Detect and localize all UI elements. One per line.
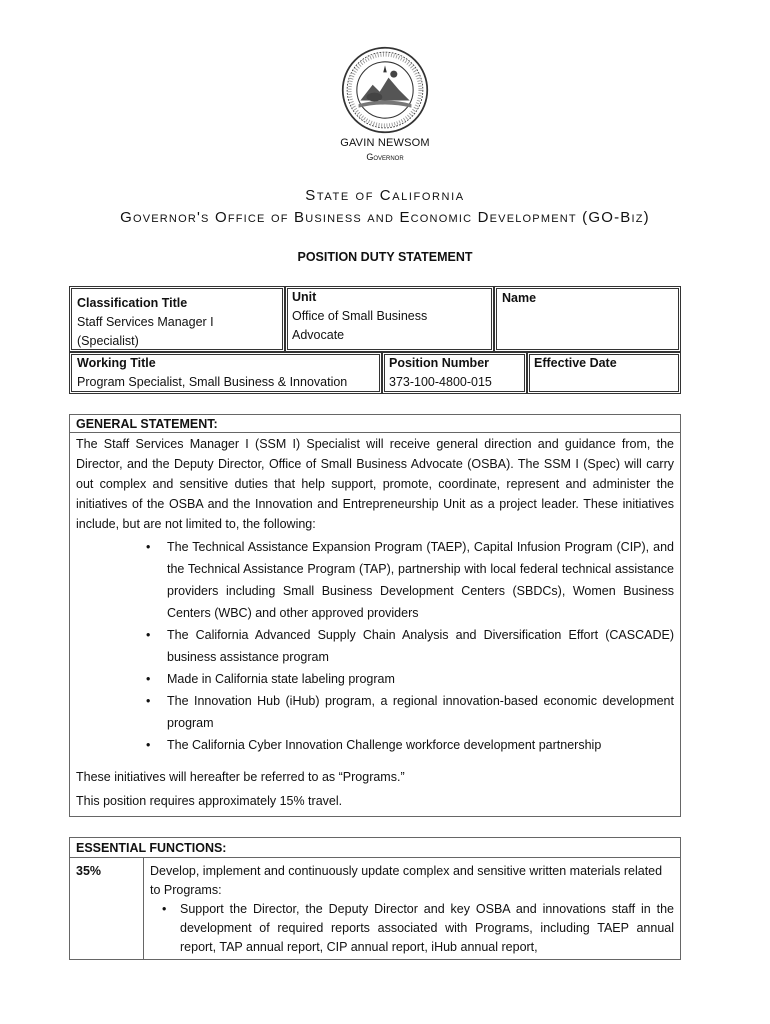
position-number-value: 373-100-4800-015 xyxy=(389,375,492,389)
function-sub-item: • Support the Director, the Deputy Director and key OSBA and innovations staff in the development of required reports associated with Programs, including TAEP annual report, TAP annual report, CIP annual report, iHub annual report, xyxy=(180,900,674,957)
governor-name: GAVIN NEWSOM xyxy=(340,137,430,149)
initiative-item: • The Technical Assistance Expansion Program (TAEP), Capital Infusion Program (CIP), and the Technical Assistance Program (TAP), partnership with local federal technical assistance providers including Small Business Development Centers (SBDCs), Women Business Centers (WBC) and other approved providers xyxy=(167,536,674,624)
function-description: Develop, implement and continuously update complex and sensitive written materials related to Programs: xyxy=(150,864,663,897)
initiative-item: • The California Cyber Innovation Challenge workforce development partnership xyxy=(167,734,674,756)
function-body xyxy=(144,858,680,959)
function-percentage: 35% xyxy=(70,858,144,959)
general-statement-heading: GENERAL STATEMENT: xyxy=(70,415,680,433)
unit-label: Unit xyxy=(292,290,317,304)
general-statement-section xyxy=(69,414,681,817)
document-title: POSITION DUTY STATEMENT xyxy=(297,250,473,264)
general-statement-intro: The Staff Services Manager I (SSM I) Specialist will receive general direction and guidance from, the Director, and the Deputy Director, Office of Small Business Advocate (OSBA). The SSM I (Spec) will carry out complex and sensitive duties that help support, promote, coordinate, represent and administer the initiatives of the OSBA and the Innovation and Entrepreneurship Unit as a project leader. These initiatives include, but are not limited to, the following: xyxy=(76,437,674,531)
initiative-item: • The Innovation Hub (iHub) program, a regional innovation-based economic development program xyxy=(167,690,674,734)
essential-functions-section xyxy=(69,837,681,960)
essential-function-row xyxy=(70,858,680,959)
state-heading: State of California xyxy=(305,187,465,204)
office-heading: Governor's Office of Business and Economic Development (GO-Biz) xyxy=(120,209,650,226)
classification-value: Staff Services Manager I (Specialist) xyxy=(77,315,214,348)
unit-value: Office of Small Business Advocate xyxy=(292,309,428,342)
function-sub-list xyxy=(150,900,674,957)
travel-note: This position requires approximately 15% travel. xyxy=(76,794,343,808)
working-title-label: Working Title xyxy=(77,356,156,370)
classification-label: Classification Title xyxy=(77,296,188,310)
position-number-label: Position Number xyxy=(389,356,490,370)
essential-functions-heading: ESSENTIAL FUNCTIONS: xyxy=(70,838,680,858)
working-title-value: Program Specialist, Small Business & Innovation xyxy=(77,375,348,389)
state-seal-icon xyxy=(341,46,429,134)
programs-note: These initiatives will hereafter be referred to as “Programs.” xyxy=(76,770,405,784)
initiative-item: • The California Advanced Supply Chain Analysis and Diversification Effort (CASCADE) business assistance program xyxy=(167,624,674,668)
governor-title: Governor xyxy=(366,152,404,162)
initiative-item: • Made in California state labeling program xyxy=(167,668,674,690)
initiatives-list xyxy=(70,536,680,756)
name-label: Name xyxy=(502,291,537,305)
effective-date-label: Effective Date xyxy=(534,356,617,370)
